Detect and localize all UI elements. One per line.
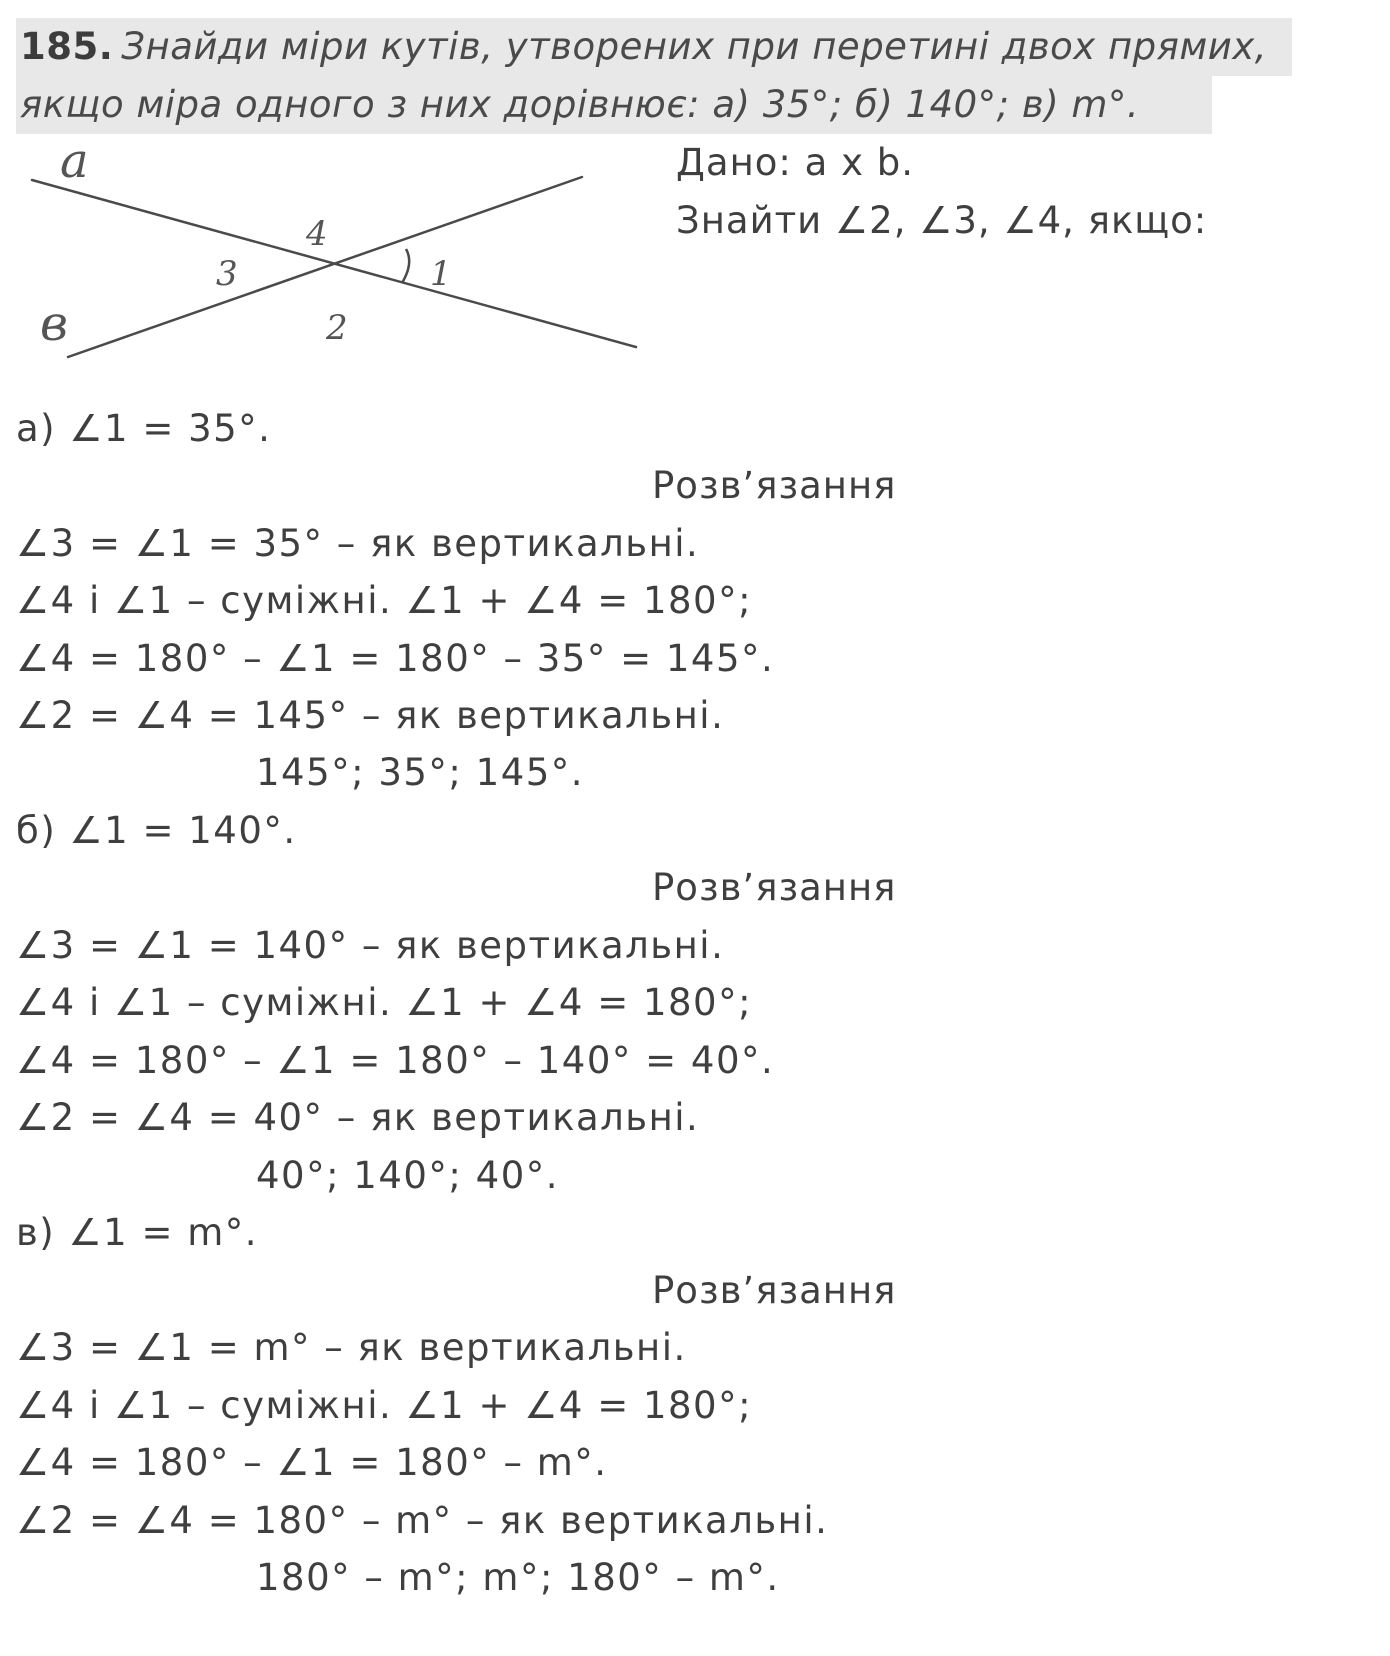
part-c-step-1: ∠3 = ∠1 = m° – як вертикальні. [16,1326,687,1369]
part-a-step-1: ∠3 = ∠1 = 35° – як вертикальні. [16,522,700,565]
find-line: Знайти ∠2, ∠3, ∠4, якщо: [676,199,1208,242]
task-statement-line-2 [16,76,1212,134]
part-b-answer: 40°; 140°; 40°. [256,1154,559,1197]
part-b-solution-heading: Розв’язання [652,866,897,909]
part-b-condition: б) ∠1 = 140°. [16,809,297,852]
given-block [676,134,1207,250]
task-text-line-1: Знайди міри кутів, утворених при перетині двох прямих, [121,25,1268,68]
part-c-step-3: ∠4 = 180° – ∠1 = 180° – m°. [16,1441,608,1484]
given-line: Дано: a x b. [676,141,914,184]
line-a-label: a [60,135,89,189]
angle-label-1: 1 [430,254,452,294]
part-b-step-2: ∠4 і ∠1 – суміжні. ∠1 + ∠4 = 180°; [16,981,753,1024]
line-b [68,177,582,357]
part-b-step-3: ∠4 = 180° – ∠1 = 180° – 140° = 40°. [16,1039,775,1082]
line-b-label: в [40,296,68,352]
part-b-step-1: ∠3 = ∠1 = 140° – як вертикальні. [16,924,725,967]
angle-label-3: 3 [216,254,238,294]
part-c-answer: 180° – m°; m°; 180° – m°. [256,1556,780,1599]
task-statement-line-1 [16,18,1292,76]
part-a-solution-heading: Розв’язання [652,464,897,507]
task-statement [16,18,1288,134]
part-a-step-4: ∠2 = ∠4 = 145° – як вертикальні. [16,694,725,737]
angle-1-arc [402,249,409,283]
intersecting-lines-diagram [20,135,660,400]
part-a-answer: 145°; 35°; 145°. [256,751,585,794]
part-c-step-4: ∠2 = ∠4 = 180° – m° – як вертикальні. [16,1499,829,1542]
angle-label-2: 2 [326,308,348,348]
part-a-step-3: ∠4 = 180° – ∠1 = 180° – 35° = 145°. [16,637,775,680]
task-text-line-2: якщо міра одного з них дорівнює: а) 35°; б) 140°; в) m°. [20,83,1140,126]
task-number: 185. [20,25,114,68]
part-b-step-4: ∠2 = ∠4 = 40° – як вертикальні. [16,1096,700,1139]
part-a-condition: а) ∠1 = 35°. [16,407,272,450]
part-c-step-2: ∠4 і ∠1 – суміжні. ∠1 + ∠4 = 180°; [16,1384,753,1427]
part-c-condition: в) ∠1 = m°. [16,1211,259,1254]
part-a-step-2: ∠4 і ∠1 – суміжні. ∠1 + ∠4 = 180°; [16,579,753,622]
angle-label-4: 4 [306,214,328,254]
part-c-solution-heading: Розв’язання [652,1269,897,1312]
